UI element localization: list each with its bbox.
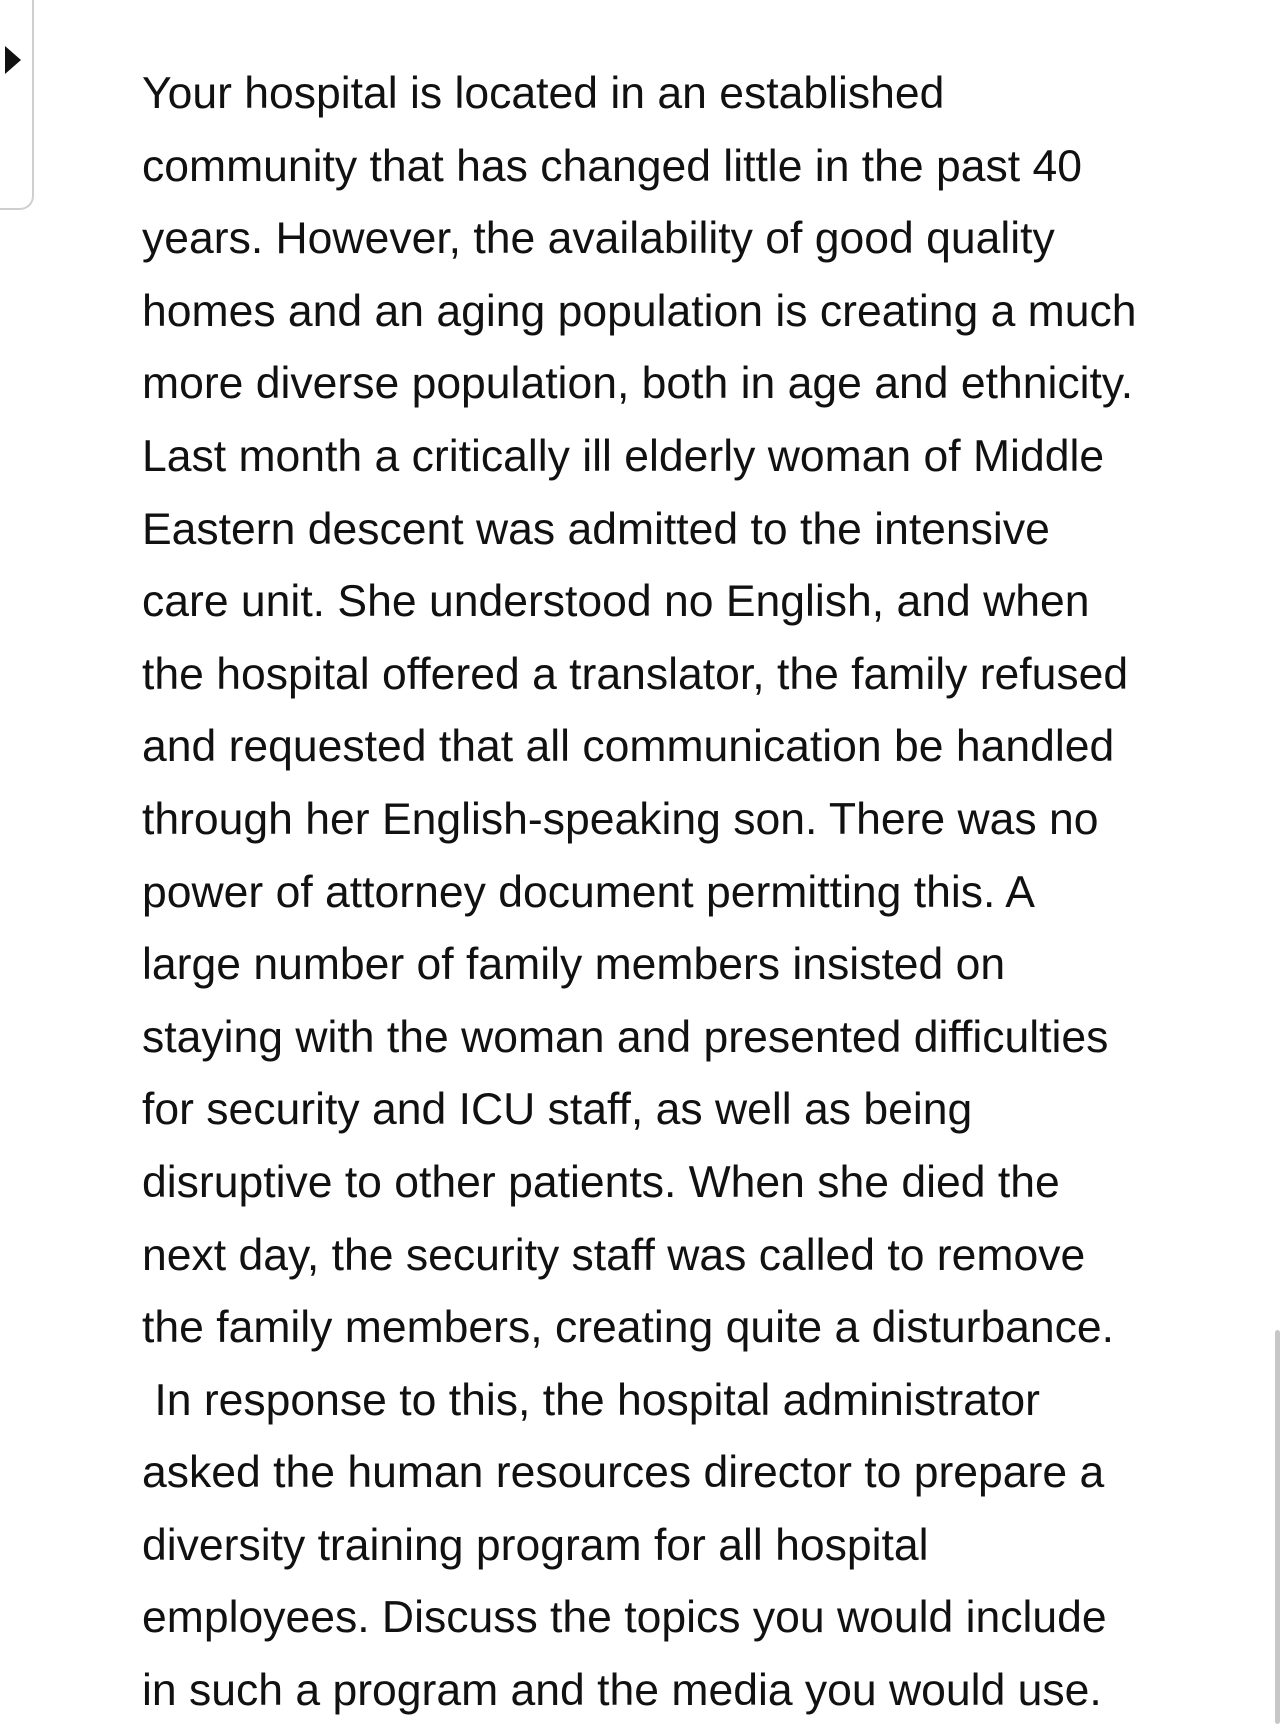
case-study-paragraph	[142, 58, 1182, 1728]
triangle-right-icon	[5, 46, 21, 74]
text-line: years. However, the availability of good quality	[142, 214, 1055, 264]
text-line: power of attorney document permitting this. A	[142, 867, 1035, 917]
text-line: asked the human resources director to prepare a	[142, 1448, 1105, 1498]
vertical-scrollbar[interactable]	[1275, 1330, 1280, 1724]
text-line: through her English-speaking son. There was no	[142, 794, 1099, 844]
text-line: employees. Discuss the topics you would include	[142, 1593, 1107, 1643]
text-line: Eastern descent was admitted to the intensive	[142, 504, 1050, 554]
text-line: large number of family members insisted on	[142, 940, 1006, 990]
text-line: diversity training program for all hospital	[142, 1520, 929, 1570]
text-line: more diverse population, both in age and ethnicity.	[142, 359, 1134, 409]
text-line: In response to this, the hospital administrator	[142, 1375, 1040, 1425]
text-line: for security and ICU staff, as well as being	[142, 1085, 973, 1135]
text-line: staying with the woman and presented difficulties	[142, 1012, 1109, 1062]
text-line: homes and an aging population is creating a much	[142, 286, 1137, 336]
text-line: the family members, creating quite a disturbance.	[142, 1303, 1115, 1353]
text-line: care unit. She understood no English, and when	[142, 577, 1090, 627]
text-line: the hospital offered a translator, the family refused	[142, 649, 1129, 699]
text-line: community that has changed little in the past 40	[142, 141, 1082, 191]
text-line: Last month a critically ill elderly woman of Middle	[142, 431, 1105, 481]
text-line: in such a program and the media you would use.	[142, 1666, 1102, 1716]
text-line: and requested that all communication be handled	[142, 722, 1115, 772]
text-line: next day, the security staff was called to remove	[142, 1230, 1086, 1280]
side-panel-toggle[interactable]	[0, 0, 34, 210]
text-line: disruptive to other patients. When she died the	[142, 1157, 1060, 1207]
document-body	[142, 58, 1182, 1728]
text-line: Your hospital is located in an established	[142, 69, 945, 118]
